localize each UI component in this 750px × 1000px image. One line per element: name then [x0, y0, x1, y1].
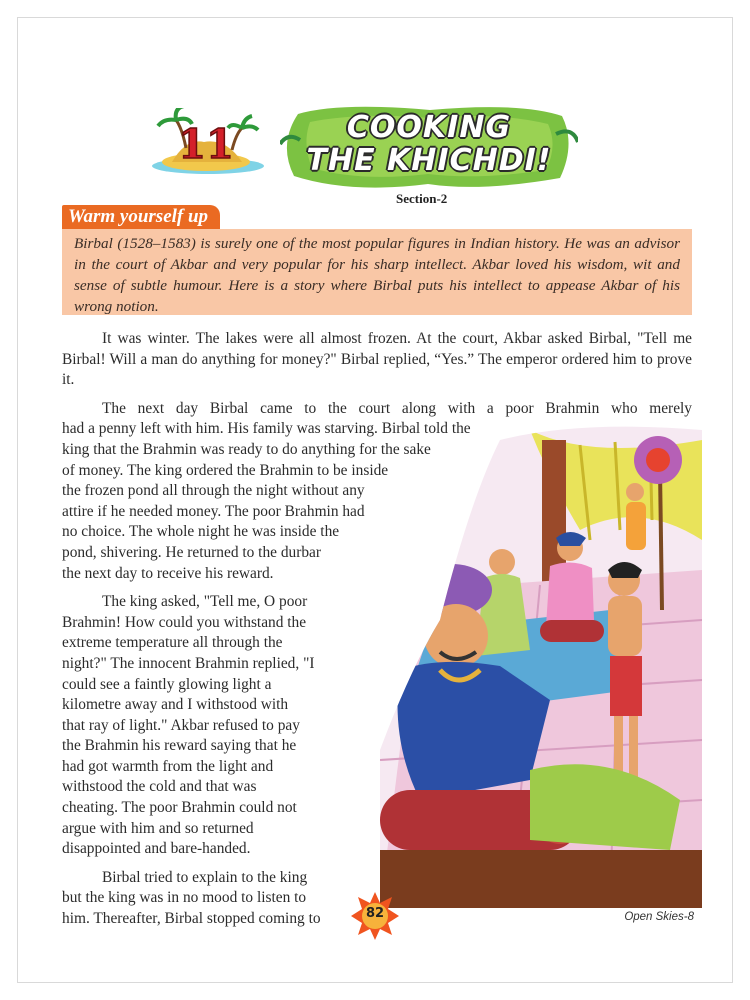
warm-up-text: Birbal (1528–1583) is surely one of the most popular figures in Indian history. He was an advisor in the court of Akbar and very popular for his sharp intellect. Akbar loved his wisdom, wit and sense of subtle humour. Here is a story where Birbal puts his intellect to appease Akbar of his wrong notion. [74, 235, 680, 315]
story-line: night?" The innocent Brahmin replied, "I [62, 654, 315, 672]
story-line: had a penny left with him. His family was starving. Birbal told the [62, 420, 471, 438]
chapter-title-line1: COOKING [346, 110, 512, 145]
story-line: king that the Brahmin was ready to do anything for the sake [62, 440, 431, 458]
story-line: kilometre away and I withstood with [62, 696, 289, 714]
story-line: the next day to receive his reward. [62, 564, 274, 582]
chapter-number-badge [146, 108, 270, 178]
page-number: 82 [365, 906, 385, 921]
story-line: the Brahmin his reward saying that he [62, 737, 297, 755]
story-line: argue with him and so returned [62, 819, 254, 837]
story-line: pond, shivering. He returned to the durbar [62, 543, 322, 561]
chapter-number: 11 [178, 121, 234, 168]
story-line: Brahmin! How could you withstand the [62, 613, 307, 631]
story-line: that ray of light." Akbar refused to pay [62, 716, 300, 734]
story-line: could see a faintly glowing light a [62, 675, 272, 693]
story-line: the frozen pond all through the night without any [62, 482, 365, 500]
story-line: but the king was in no mood to listen to [62, 889, 307, 907]
story-line: extreme temperature all through the [62, 634, 283, 652]
warm-up-box [62, 229, 692, 315]
story-line: The next day Birbal came to the court along with a poor Brahmin who merely [102, 399, 692, 417]
story-line: Birbal tried to explain to the king [102, 868, 308, 886]
story-paragraph-3 [62, 592, 377, 860]
chapter-title-line2: THE KHICHDI! [306, 143, 552, 178]
story-line: no choice. The whole night he was inside the [62, 523, 340, 541]
story-line: disappointed and bare-handed. [62, 840, 251, 858]
warm-up-heading: Warm yourself up [62, 205, 220, 229]
story-line: of money. The king ordered the Brahmin to be inside [62, 461, 389, 479]
story-line: cheating. The poor Brahmin could not [62, 799, 297, 817]
book-title-footer: Open Skies-8 [624, 911, 694, 923]
story-line: The king asked, "Tell me, O poor [102, 593, 308, 611]
story-line: withstood the cold and that was [62, 778, 257, 796]
story-line: attire if he needed money. The poor Brahmin had [62, 502, 365, 520]
section-label: Section-2 [396, 191, 448, 206]
story-paragraph-1: It was winter. The lakes were all almost frozen. At the court, Akbar asked Birbal, "Tell me Birbal! Will a man do anything for money?" Birbal replied, “Yes.” The emperor ordered him to prove it. [62, 330, 692, 389]
story-line: him. Thereafter, Birbal stopped coming to [62, 910, 321, 928]
chapter-title [300, 111, 558, 177]
court-illustration [380, 420, 702, 908]
story-line: had got warmth from the light and [62, 757, 274, 775]
